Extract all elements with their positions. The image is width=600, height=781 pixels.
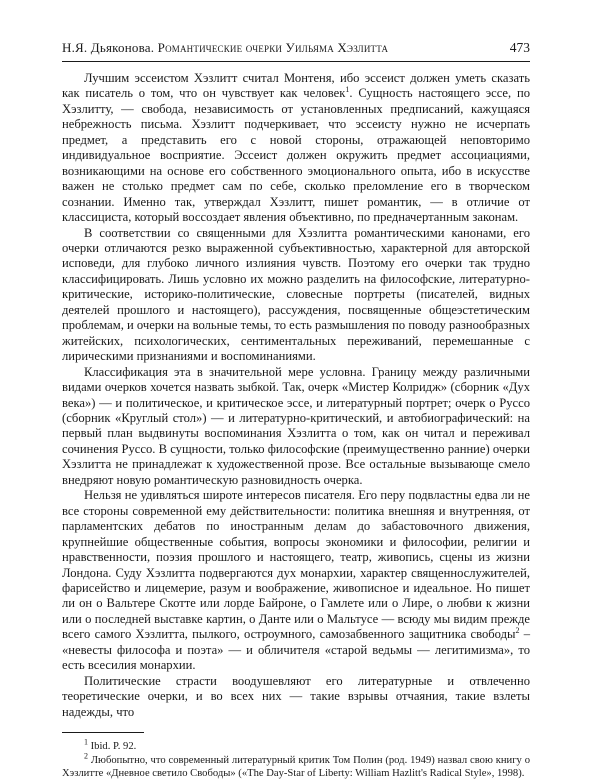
paragraph-2: [62, 226, 530, 365]
footnote-divider: [62, 732, 144, 733]
paragraph-4-text-b: – «невесты философа и поэта» — и обличителя «старой ведьмы — легитимизма», то есть всесилия монархии.: [62, 627, 530, 673]
paragraph-3-text: Классификация эта в значительной мере условна. Границу между различными видами очерков хочется назвать зыбкой. Так, очерк «Мистер Колридж» (сборник «Дух века») — и политическое, и критическое эссе, и литературный портрет; очерк о Руссо (сборник «Круглый стол») — и литературно-критический, и автобиографический: на первый план выдвинуты воспоминания Хэзлитта о том, как он читал и переживал сочинения Руссо. В сущности, только философские (преимущественно ранние) очерки Хэзлитта не принадлежат к художественной прозе. Все остальные вызывающе смело внедряют новую романтическую разновидность очерка.: [62, 364, 530, 487]
footnote-2-text: Любопытно, что современный литературный критик Том Полин (род. 1949) назвал свою книгу о Хэзлитте «Дневное светило Свободы» («The Day-Star of Liberty: William Hazlitt's Radical Style», 1998).: [62, 754, 530, 780]
paragraph-5-text: Политические страсти воодушевляют его литературные и отвлеченно теоретические очерки, и во всех них — такие взрывы отчаяния, такие взлеты надежды, что: [62, 673, 530, 719]
header-author: Н.Я. Дьяконова.: [62, 40, 155, 55]
main-text: [62, 71, 530, 720]
running-header: [62, 40, 530, 62]
paragraph-4: [62, 488, 530, 673]
paragraph-2-text: В соответствии со священными для Хэзлитта романтическими канонами, его очерки отличаются резко выраженной субъективностью, характерной для авторской исповеди, для глубоко личного излияния чувств. Поэтому его очерки так трудно классифицировать. Лишь условно их можно разделить на философские, литературно-критические, историко-политические, словесные портреты (писателей, видных деятелей прошлого и настоящего), рассуждения, посвященные общеэстетическим проблемам, и очерки на вольные темы, то есть размышления по поводу разнообразных житейских, психологических, сентиментальных переживаний, перемешанные с лирическими признаниями и воспоминаниями.: [62, 225, 530, 364]
book-page: [62, 40, 530, 781]
paragraph-5: [62, 674, 530, 720]
footnote-1: [62, 737, 530, 754]
footnote-2-mark: 2: [84, 751, 88, 761]
footnote-ref-2: 2: [515, 626, 520, 636]
paragraph-3: [62, 365, 530, 489]
footnote-1-text: Ibid. P. 92.: [88, 741, 137, 753]
footnote-1-mark: 1: [84, 737, 88, 747]
header-article-title: Романтические очерки Уильяма Хэзлитта: [157, 40, 389, 55]
paragraph-4-text-a: Нельзя не удивляться широте интересов писателя. Его перу подвластны едва ли не все стороны современной ему действительности: политика внешняя и внутренняя, от парламентских дебатов по иностранным делам до забастовочного движения, крупнейшие общественные события, вопросы экономики и философии, религии и нравственности, поэзия прошлого и настоящего, театр, живопись, сцены из жизни Лондона. Суду Хэзлитта подвергаются дух монархии, характер священнослужителей, фарисейство и лицемерие, разум и воображение, живописное и идеальное. Но пишет ли он о Вальтере Скотте или лорде Байроне, о Гамлете или о Лире, о любви к жизни или о последней выставке картин, о Данте или о Мальтусе — всюду мы видим прежде всего самого Хэзлитта, пылкого, остроумного, самозабвенного защитника свободы: [62, 488, 530, 642]
footnote-2: [62, 751, 530, 781]
paragraph-1: [62, 71, 530, 226]
footnote-ref-1: 1: [345, 85, 350, 95]
paragraph-1-text-b: . Сущность настоящего эссе, по Хэзлитту, — свобода, независимость от установленных предписаний, кажущаяся небрежность письма. Хэзлитт подчеркивает, что эссеисту нужно не исчерпать предмет, а представить его с новой стороны, отражающей неповторимо индивидуальное восприятие. Эссеист должен окружить предмет ассоциациями, возникающими на основе его собственного эмоционального опыта, ибо в искусстве важен не столько предмет сам по себе, сколько преломление его в творческом сознании. Именно так, утверждал Хэзлитт, пишет романтик, — в отличие от классициста, который воссоздает явления объективно, по предначертанным законам.: [62, 86, 530, 225]
page-number: 473: [509, 40, 530, 55]
header-title: [62, 40, 388, 56]
footnotes: [62, 732, 530, 781]
paragraph-1-text-a: Лучшим эссеистом Хэзлитт считал Монтеня, ибо эссеист должен уметь сказать как писатель о том, что он чувствует как человек: [62, 71, 530, 101]
